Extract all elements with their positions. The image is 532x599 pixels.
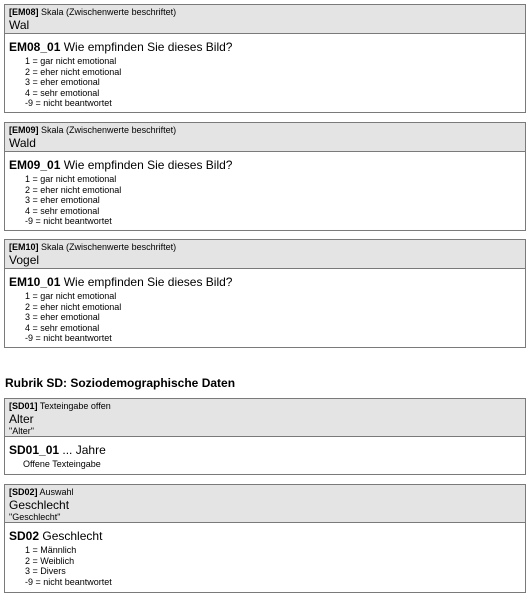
option-list [9, 174, 521, 227]
block-body [5, 152, 525, 232]
option-list [9, 291, 521, 344]
block-label: "Alter" [9, 426, 34, 436]
item-text: Wie empfinden Sie dieses Bild? [63, 158, 233, 172]
block-type: Skala (Zwischenwerte beschriftet) [41, 125, 177, 135]
block-type-line [9, 487, 521, 498]
block-body [5, 269, 525, 349]
option-list [9, 56, 521, 109]
option-item: -9 = nicht beantwortet [25, 333, 112, 343]
block-name: Alter [9, 412, 34, 426]
item-text: Wie empfinden Sie dieses Bild? [63, 40, 233, 54]
question-block-sd02 [4, 484, 526, 593]
block-type: Auswahl [39, 487, 74, 497]
option-item: 1 = gar nicht emotional [25, 291, 117, 301]
item-text: ... Jahre [62, 443, 106, 457]
item-code: EM08_01 [9, 40, 61, 54]
item-code: SD01_01 [9, 443, 60, 457]
option-item: 1 = Männlich [25, 545, 77, 555]
option-item: -9 = nicht beantwortet [25, 216, 112, 226]
block-header [5, 485, 525, 523]
option-item: 3 = eher emotional [25, 195, 100, 205]
option-item: 2 = eher nicht emotional [25, 301, 122, 312]
item-title [9, 529, 521, 544]
block-label: "Geschlecht" [9, 512, 61, 522]
option-item: -9 = nicht beantwortet [25, 576, 112, 587]
section-title: Rubrik SD: Soziodemographische Daten [5, 376, 236, 390]
option-item: 2 = eher nicht emotional [25, 66, 122, 77]
question-block-em08 [4, 4, 526, 113]
question-block-em09 [4, 122, 526, 231]
item-title [9, 40, 521, 55]
option-list [9, 545, 521, 587]
block-body [5, 523, 525, 592]
item-title [9, 158, 521, 173]
block-code: [EM09] [9, 125, 39, 135]
block-body [5, 437, 525, 475]
block-header [5, 5, 525, 34]
block-type: Texteingabe offen [39, 401, 111, 411]
option-item: 4 = sehr emotional [25, 322, 100, 333]
block-code: [EM10] [9, 242, 39, 252]
block-name: Wal [9, 18, 30, 32]
option-item: 3 = eher emotional [25, 77, 100, 87]
option-item: -9 = nicht beantwortet [25, 98, 112, 108]
block-header [5, 123, 525, 152]
option-item: 2 = eher nicht emotional [25, 184, 122, 195]
block-body [5, 34, 525, 114]
question-block-sd01 [4, 398, 526, 475]
input-hint: Offene Texteingabe [23, 459, 101, 469]
item-title [9, 443, 521, 458]
item-code: EM10_01 [9, 275, 61, 289]
block-type-line [9, 242, 521, 253]
block-type: Skala (Zwischenwerte beschriftet) [41, 7, 177, 17]
item-code: SD02 [9, 529, 40, 543]
option-item: 2 = Weiblich [25, 555, 75, 566]
block-name: Vogel [9, 253, 40, 267]
item-text: Wie empfinden Sie dieses Bild? [63, 275, 233, 289]
item-code: EM09_01 [9, 158, 61, 172]
question-block-em10 [4, 239, 526, 348]
block-type-line [9, 401, 521, 412]
block-code: [SD02] [9, 487, 38, 497]
block-type-line [9, 7, 521, 18]
option-item: 1 = gar nicht emotional [25, 174, 117, 184]
option-item: 3 = eher emotional [25, 312, 100, 322]
block-name: Geschlecht [9, 498, 70, 512]
option-item: 3 = Divers [25, 566, 66, 576]
block-type: Skala (Zwischenwerte beschriftet) [41, 242, 177, 252]
item-title [9, 275, 521, 290]
block-type-line [9, 125, 521, 136]
item-text: Geschlecht [42, 529, 103, 543]
block-code: [EM08] [9, 7, 39, 17]
block-header [5, 240, 525, 269]
option-item: 4 = sehr emotional [25, 205, 100, 216]
block-header [5, 399, 525, 437]
option-item: 1 = gar nicht emotional [25, 56, 117, 66]
block-name: Wald [9, 136, 36, 150]
option-item: 4 = sehr emotional [25, 87, 100, 98]
block-code: [SD01] [9, 401, 38, 411]
